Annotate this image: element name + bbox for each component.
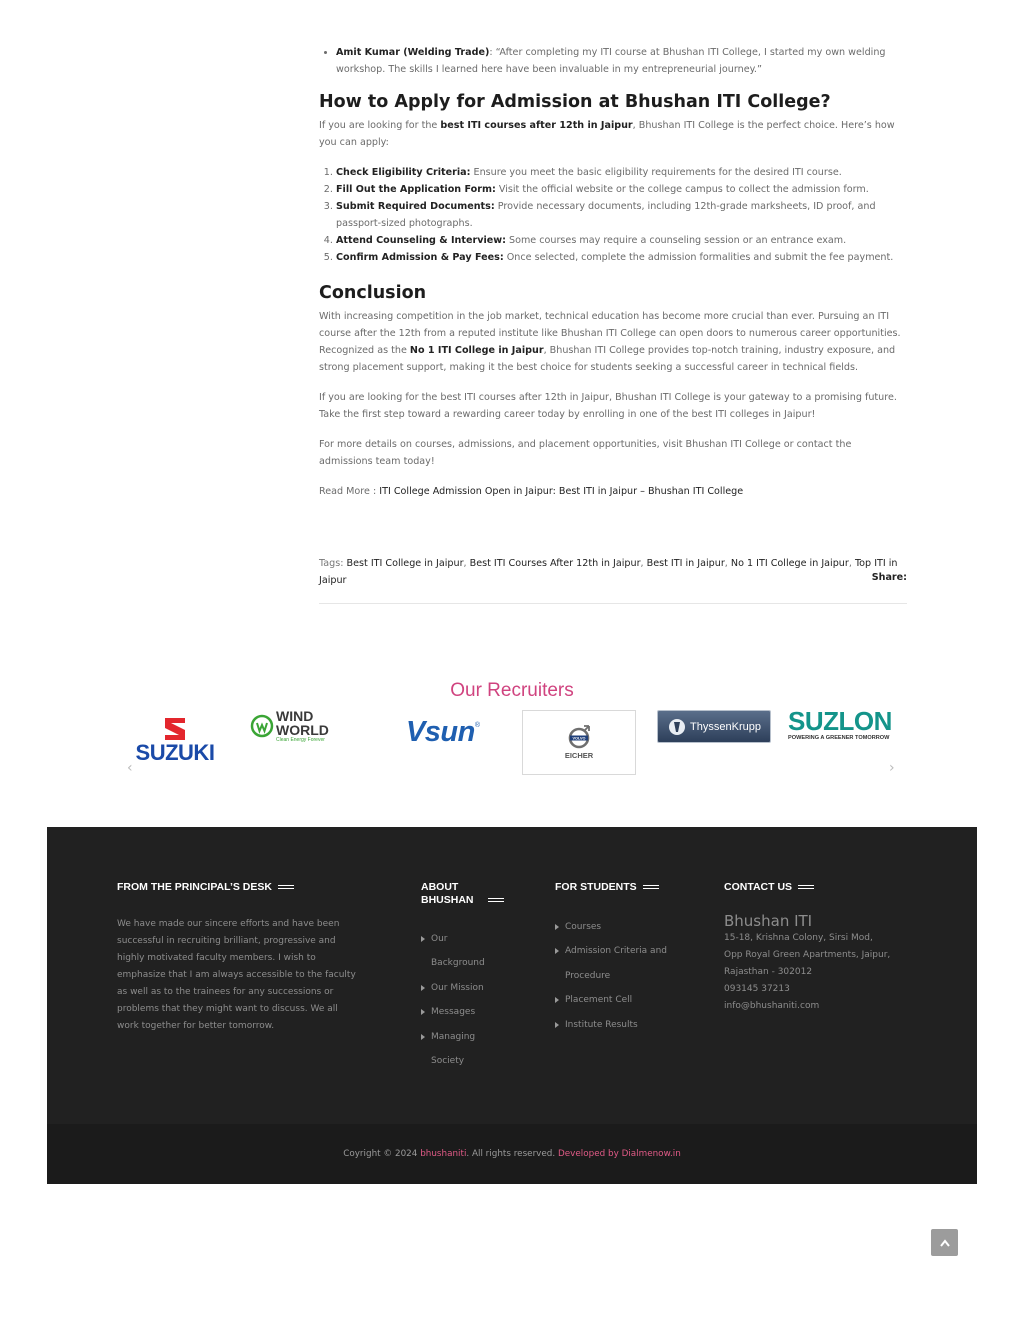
suzuki-s-icon	[161, 716, 189, 742]
step-text: Provide necessary documents, including 12th-grade marksheets, ID proof, and passport-sized photographs.	[336, 201, 876, 229]
post-tags: Tags: Best ITI College in Jaipur, Best ITI Courses After 12th in Jaipur, Best ITI in Jaipur, No 1 ITI College in Jaipur, Top ITI in Jaipur	[319, 558, 898, 586]
tag-link[interactable]: Best ITI Courses After 12th in Jaipur	[469, 558, 641, 569]
suzuki-wordmark: SUZUKI	[135, 740, 215, 765]
suzlon-logo	[788, 707, 910, 743]
apply-intro-text-end: , Bhushan ITI College is the perfect choice. Here’s how you can apply:	[319, 120, 895, 148]
step-text: Once selected, complete the admission formalities and submit the fee payment.	[503, 252, 894, 263]
footer-contact-column	[724, 881, 894, 1015]
step-label: Attend Counseling & Interview:	[336, 235, 506, 246]
vsun-wordmark: Vsun	[405, 715, 475, 748]
testimonial-item	[336, 44, 907, 78]
step-label: Fill Out the Application Form:	[336, 184, 496, 195]
eicher-logo	[522, 710, 636, 775]
step-text: Some courses may require a counseling session or an entrance exam.	[505, 235, 847, 246]
tag-link[interactable]: Best ITI in Jaipur	[646, 558, 725, 569]
conclusion-paragraph-1	[319, 308, 907, 376]
windworld-icon	[250, 714, 274, 738]
divider	[319, 603, 907, 604]
apply-steps	[319, 164, 907, 266]
about-heading-line2: BHUSHAN	[421, 894, 474, 906]
conclusion-bold: No 1 ITI College in Jaipur	[409, 345, 544, 356]
apply-step	[336, 181, 907, 198]
tag-link[interactable]: Best ITI College in Jaipur	[346, 558, 464, 569]
windworld-wordmark: WIND WORLD	[275, 707, 329, 738]
conclusion-text-end: , Bhushan ITI College provides top-notch training, industry exposure, and strong placement support, making it the best choice for students seeking a successful career in technical fields.	[319, 345, 896, 373]
footer-link-courses[interactable]: Courses	[555, 915, 680, 939]
contact-heading-text: CONTACT US	[724, 881, 793, 893]
read-more-label: Read More :	[319, 486, 380, 497]
windworld-tagline: Clean Energy Forever	[275, 736, 325, 743]
read-more	[319, 483, 907, 500]
footer-link-our-background[interactable]: Our Background	[421, 927, 493, 976]
share-label: Share:	[871, 572, 907, 583]
thyssenkrupp-logo	[657, 710, 771, 743]
back-to-top-button[interactable]	[931, 1229, 958, 1256]
copyright-bar	[47, 1124, 977, 1184]
footer-students-column	[555, 881, 685, 1037]
about-links	[421, 927, 493, 1073]
contact-email[interactable]: info@bhushaniti.com	[724, 1001, 820, 1011]
read-more-link[interactable]: ITI College Admission Open in Jaipur: Best ITI in Jaipur – Bhushan ITI College	[379, 486, 744, 497]
volvo-badge-text: VOLVO	[572, 736, 586, 741]
principal-message: We have made our sincere efforts and have been successful in recruiting brilliant, progressive and highly motivated faculty members. I wish to emphasize that I am always accessible to the faculty as well as to the trainees for any successions or problems that they might want to discuss. We all work together for better tomorrow.	[117, 919, 356, 1031]
footer-link-managing-society[interactable]: Managing Society	[421, 1025, 493, 1074]
apply-intro	[319, 117, 907, 151]
chevron-up-icon	[940, 1239, 950, 1247]
testimonial-name: Amit Kumar (Welding Trade)	[336, 47, 490, 58]
contact-phone[interactable]: 093145 37213	[724, 984, 790, 994]
testimonial-list	[319, 44, 907, 78]
suzuki-logo	[120, 712, 230, 768]
contact-org-name: Bhushan ITI	[724, 912, 813, 930]
tags-label: Tags:	[319, 558, 347, 569]
windworld-logo	[250, 707, 370, 743]
step-label: Confirm Admission & Pay Fees:	[336, 252, 504, 263]
apply-intro-text: If you are looking for the	[319, 120, 441, 131]
apply-step	[336, 249, 907, 266]
conclusion-text: With increasing competition in the job market, technical education has become more crucial than ever. Pursuing an ITI course after the 12th from a reputed institute like Bhushan ITI College can open doors to numerous career opportunities. Recognized as the	[319, 311, 901, 356]
about-heading-line1: ABOUT	[421, 881, 459, 893]
step-label: Check Eligibility Criteria:	[336, 167, 471, 178]
footer-principal-column	[117, 881, 362, 1035]
students-links	[555, 915, 680, 1037]
apply-intro-bold: best ITI courses after 12th in Jaipur	[440, 120, 633, 131]
copyright-text-mid: . All rights reserved.	[466, 1149, 558, 1159]
carousel-prev-button[interactable]: ‹	[127, 760, 133, 776]
step-label: Submit Required Documents:	[336, 201, 495, 212]
conclusion-paragraph-2: If you are looking for the best ITI courses after 12th in Jaipur, Bhushan ITI College is your gateway to a promising future. Take the first step toward a rewarding career today by enrolling in one of the best ITI colleges in Jaipur!	[319, 392, 897, 420]
conclusion-heading: Conclusion	[319, 283, 427, 303]
eicher-wordmark: EICHER	[564, 751, 594, 760]
volvo-badge-icon	[567, 725, 591, 749]
suzlon-wordmark: SUZLON	[788, 705, 892, 736]
carousel-next-button[interactable]: ›	[889, 760, 895, 776]
footer-link-placement-cell[interactable]: Placement Cell	[555, 988, 680, 1012]
testimonial-quote: : “After completing my ITI course at Bhushan ITI College, I started my own welding workshop. The skills I learned here have been invaluable in my entrepreneurial journey.”	[336, 47, 886, 75]
footer-about-column	[421, 881, 521, 1073]
footer-link-messages[interactable]: Messages	[421, 1000, 493, 1024]
thyssenkrupp-icon	[667, 717, 687, 737]
about-heading	[421, 881, 521, 907]
heading-underline	[798, 885, 814, 889]
footer-link-our-mission[interactable]: Our Mission	[421, 976, 493, 1000]
students-heading	[555, 881, 685, 894]
copyright-brand-link[interactable]: bhushaniti	[420, 1149, 467, 1159]
thyssenkrupp-wordmark: ThyssenKrupp	[690, 720, 761, 733]
step-text: Visit the official website or the college campus to collect the admission form.	[495, 184, 869, 195]
article-content	[319, 44, 907, 500]
recruiters-title: Our Recruiters	[450, 680, 574, 701]
apply-step	[336, 198, 907, 232]
apply-step	[336, 232, 907, 249]
principal-heading-text: FROM THE PRINCIPAL’S DESK	[117, 881, 272, 893]
apply-heading: How to Apply for Admission at Bhushan ITI College?	[319, 92, 831, 112]
footer-link-institute-results[interactable]: Institute Results	[555, 1013, 680, 1037]
copyright-text: Coyright © 2024	[343, 1149, 421, 1159]
step-text: Ensure you meet the basic eligibility requirements for the desired ITI course.	[470, 167, 842, 178]
conclusion-paragraph-3: For more details on courses, admissions, and placement opportunities, visit Bhushan ITI College or contact the admissions team today!	[319, 439, 852, 467]
suzlon-tagline: POWERING A GREENER TOMORROW	[788, 734, 890, 741]
tag-link[interactable]: No 1 ITI College in Jaipur	[730, 558, 849, 569]
contact-address: 15-18, Krishna Colony, Sirsi Mod, Opp Royal Green Apartments, Jaipur, Rajasthan - 302012	[724, 933, 891, 977]
heading-underline	[278, 885, 294, 889]
contact-heading	[724, 881, 894, 894]
footer	[47, 827, 977, 1124]
footer-link-admission-criteria[interactable]: Admission Criteria and Procedure	[555, 939, 680, 988]
students-heading-text: FOR STUDENTS	[555, 881, 637, 893]
heading-underline	[643, 885, 659, 889]
vsun-logo: Vsun ®	[405, 715, 481, 748]
heading-underline	[488, 898, 504, 902]
principal-heading	[117, 881, 362, 894]
tag-link[interactable]: Top ITI in Jaipur	[319, 558, 898, 586]
developer-link[interactable]: Developed by Dialmenow.in	[557, 1149, 681, 1159]
apply-step	[336, 164, 907, 181]
